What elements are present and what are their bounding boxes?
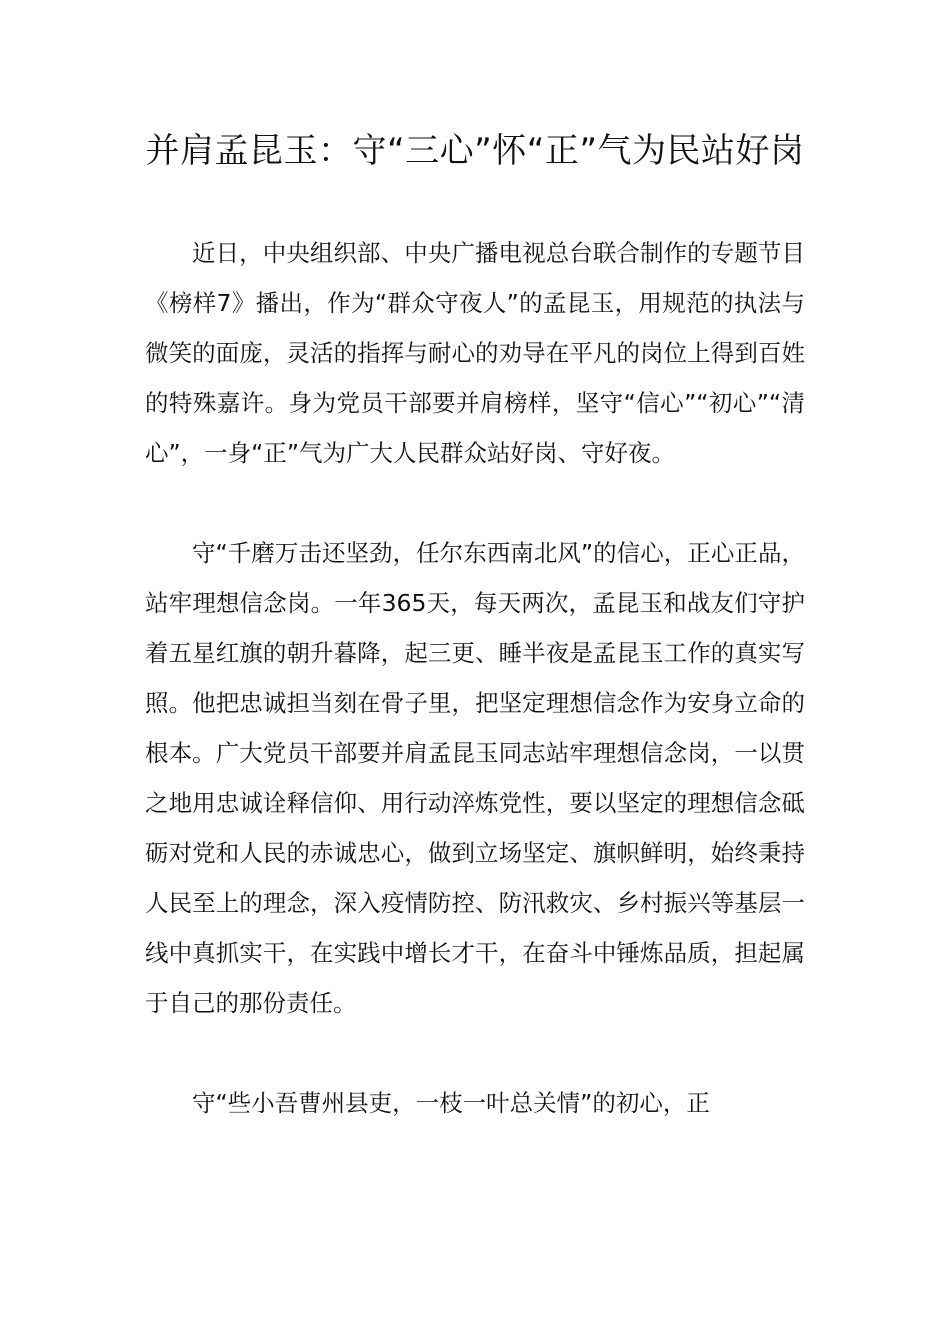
paragraph-intro: 近日，中央组织部、中央广播电视总台联合制作的专题节目《榜样7》播出，作为“群众守夜人”的孟昆玉，用规范的执法与微笑的面庞，灵活的指挥与耐心的劝导在平凡的岗位上得到百姓的特殊嘉许。身为党员干部要并肩榜样，坚守“信心”“初心”“清心”，一身“正”气为广大人民群众站好岗、守好夜。 bbox=[145, 239, 805, 467]
paragraph-original-aspiration: 守“些小吾曹州县吏，一枝一叶总关情”的初心，正 bbox=[192, 1089, 710, 1117]
paragraph-faith: 守“千磨万击还坚劲，任尔东西南北风”的信心，正心正品，站牢理想信念岗。一年365天，每天两次，孟昆玉和战友们守护着五星红旗的朝升暮降，起三更、睡半夜是孟昆玉工作的真实写照。他把忠诚担当刻在骨子里，把坚定理想信念作为安身立命的根本。广大党员干部要并肩孟昆玉同志站牢理想信念岗，一以贯之地用忠诚诠释信仰、用行动淬炼党性，要以坚定的理想信念砥砺对党和人民的赤诚忠心，做到立场坚定、旗帜鲜明，始终秉持人民至上的理念，深入疫情防控、防汛救灾、乡村振兴等基层一线中真抓实干，在实践中增长才干，在奋斗中锤炼品质，担起属于自己的那份责任。 bbox=[145, 539, 805, 1017]
paragraph-spacer bbox=[145, 478, 805, 528]
document-body bbox=[145, 228, 805, 1128]
document-title: 并肩孟昆玉：守“三心”怀“正”气为民站好岗 bbox=[145, 131, 805, 171]
paragraph-spacer bbox=[145, 1028, 805, 1078]
